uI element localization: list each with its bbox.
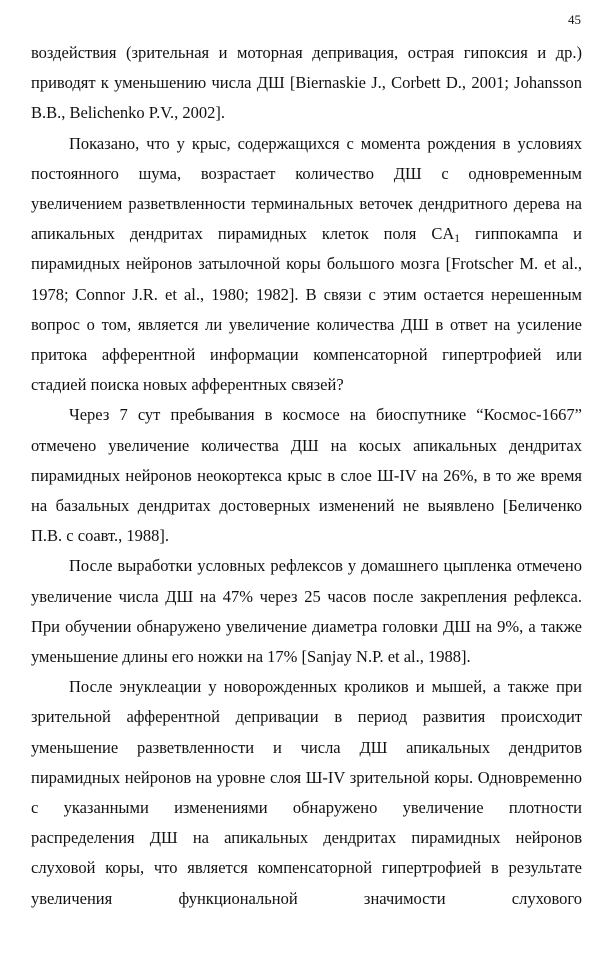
paragraph-text: Показано, что у крыс, содержащихся с момента рождения в условиях постоянного шума, возрастает количество ДШ с одновременным увеличением разветвленности терминальных веточек дендритного дерева на апикальных дендритах пирамидных клеток поля CA: [31, 133, 582, 244]
paragraph: Через 7 сут пребывания в космосе на биоспутнике “Космос-1667” отмечено увеличение количества ДШ на косых апикальных дендритах пирамидных нейронов неокортекса крыс в слое Ш-IV на 26%, в то же время на базальных дендритах достоверных изменений не выявлено [Беличенко П.В. с соавт., 1988].: [31, 405, 582, 546]
paragraph: воздействия (зрительная и моторная депривация, острая гипоксия и др.) приводят к уменьшению числа ДШ [Biernaskie J., Corbett D., 2001; Johansson B.B., Belichenko P.V., 2002].: [31, 43, 582, 123]
body-text: [31, 38, 582, 914]
paragraph: После энуклеации у новорожденных кроликов и мышей, а также при зрительной афферентной депривации в период развития происходит уменьшение разветвленности и числа ДШ апикальных дендритов пирамидных нейронов на уровне слоя Ш-IV зрительной коры. Одновременно с указанными изменениями обнаружено увеличение плотности распределения ДШ на апикальных дендритах пирамидных нейронов слуховой коры, что является компенсаторной гипертрофией в результате увеличения функциональной значимости слухового: [31, 677, 582, 908]
paragraph: [31, 129, 582, 401]
page-number: 45: [568, 12, 581, 27]
paragraph: После выработки условных рефлексов у домашнего цыпленка отмечено увеличение числа ДШ на 47% через 25 часов после закрепления рефлекса. При обучении обнаружено увеличение диаметра головки ДШ на 9%, а также уменьшение длины его ножки на 17% [Sanjay N.P. et al., 1988].: [31, 556, 582, 667]
subscript: 1: [454, 233, 461, 246]
paragraph-text: гиппокампа и пирамидных нейронов затылочной коры большого мозга [Frotscher M. et al., 1978; Connor J.R. et al., 1980; 1982]. В связи с этим остается нерешенным вопрос о том, является ли увеличение количества ДШ в ответ на усиление притока афферентной информации компенсаторной гипертрофией или стадией поиска новых афферентных связей?: [31, 224, 582, 395]
